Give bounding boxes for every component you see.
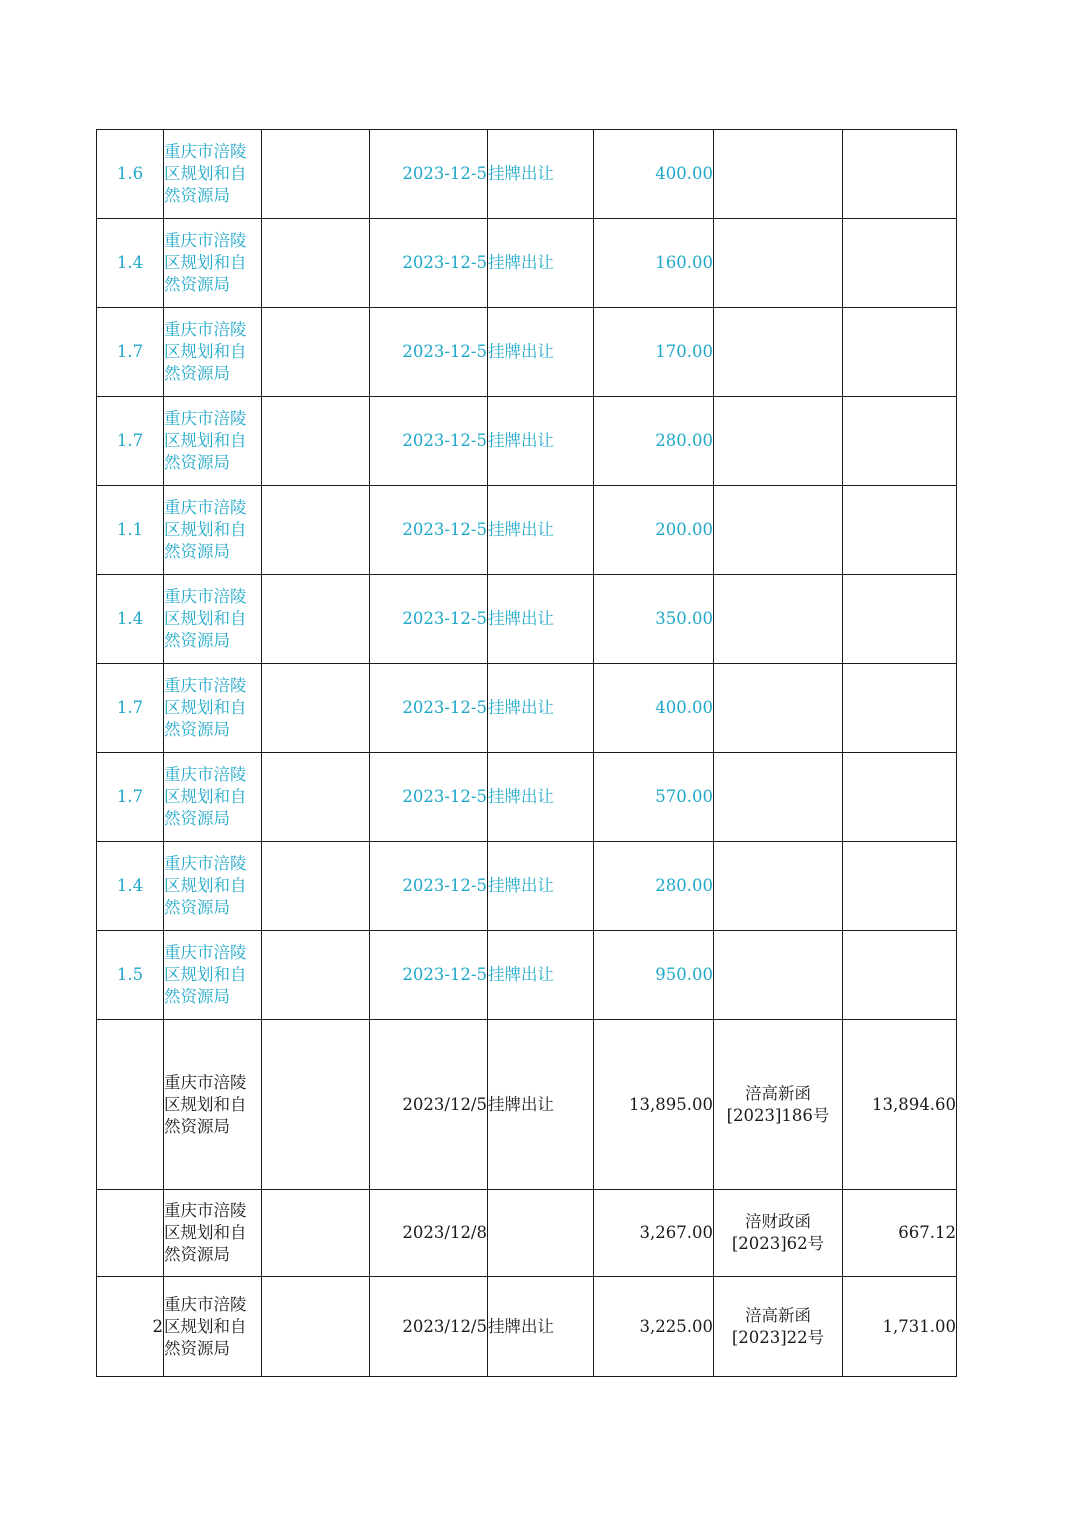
document-cell bbox=[714, 486, 843, 575]
amount-cell: 280.00 bbox=[594, 842, 714, 931]
empty-cell bbox=[262, 664, 370, 753]
department-cell: 重庆市涪陵区规划和自然资源局 bbox=[164, 575, 262, 664]
date-cell: 2023/12/5 bbox=[370, 1020, 488, 1190]
empty-cell bbox=[262, 486, 370, 575]
document-cell bbox=[714, 1277, 843, 1377]
amount-cell: 280.00 bbox=[594, 397, 714, 486]
row-index: 1.5 bbox=[97, 931, 164, 1020]
department-cell: 重庆市涪陵区规划和自然资源局 bbox=[164, 664, 262, 753]
document-number-line1: 涪高新函 bbox=[745, 1083, 811, 1103]
approved-amount-cell bbox=[843, 931, 957, 1020]
method-cell: 挂牌出让 bbox=[488, 1020, 594, 1190]
date-cell: 2023-12-5 bbox=[370, 664, 488, 753]
row-index: 1.7 bbox=[97, 753, 164, 842]
empty-cell bbox=[262, 575, 370, 664]
document-cell bbox=[714, 575, 843, 664]
table-row bbox=[97, 308, 957, 397]
row-index bbox=[97, 1190, 164, 1277]
table-row bbox=[97, 1277, 957, 1377]
document-cell bbox=[714, 931, 843, 1020]
land-transfer-table bbox=[96, 129, 957, 1377]
department-cell: 重庆市涪陵区规划和自然资源局 bbox=[164, 1020, 262, 1190]
department-cell: 重庆市涪陵区规划和自然资源局 bbox=[164, 753, 262, 842]
department-cell: 重庆市涪陵区规划和自然资源局 bbox=[164, 1277, 262, 1377]
document-number-line1: 涪高新函 bbox=[745, 1305, 811, 1325]
method-cell: 挂牌出让 bbox=[488, 931, 594, 1020]
document-number-line2: [2023]186号 bbox=[726, 1105, 830, 1125]
amount-cell: 170.00 bbox=[594, 308, 714, 397]
method-cell: 挂牌出让 bbox=[488, 1277, 594, 1377]
table-row bbox=[97, 130, 957, 219]
row-index: 1.1 bbox=[97, 486, 164, 575]
amount-cell: 160.00 bbox=[594, 219, 714, 308]
empty-cell bbox=[262, 931, 370, 1020]
document-cell bbox=[714, 664, 843, 753]
table-row bbox=[97, 753, 957, 842]
approved-amount-cell bbox=[843, 219, 957, 308]
date-cell: 2023-12-5 bbox=[370, 931, 488, 1020]
empty-cell bbox=[262, 397, 370, 486]
document-cell bbox=[714, 753, 843, 842]
date-cell: 2023/12/8 bbox=[370, 1190, 488, 1277]
method-cell: 挂牌出让 bbox=[488, 308, 594, 397]
approved-amount-cell: 13,894.60 bbox=[843, 1020, 957, 1190]
approved-amount-cell bbox=[843, 130, 957, 219]
method-cell: 挂牌出让 bbox=[488, 753, 594, 842]
method-cell: 挂牌出让 bbox=[488, 842, 594, 931]
amount-cell: 350.00 bbox=[594, 575, 714, 664]
department-cell: 重庆市涪陵区规划和自然资源局 bbox=[164, 486, 262, 575]
method-cell: 挂牌出让 bbox=[488, 130, 594, 219]
row-index: 1.7 bbox=[97, 308, 164, 397]
amount-cell: 400.00 bbox=[594, 664, 714, 753]
empty-cell bbox=[262, 130, 370, 219]
empty-cell bbox=[262, 308, 370, 397]
date-cell: 2023-12-5 bbox=[370, 753, 488, 842]
table-row bbox=[97, 664, 957, 753]
table-row bbox=[97, 575, 957, 664]
amount-cell: 400.00 bbox=[594, 130, 714, 219]
row-index: 1.6 bbox=[97, 130, 164, 219]
document-cell bbox=[714, 842, 843, 931]
approved-amount-cell: 667.12 bbox=[843, 1190, 957, 1277]
row-index: 1.7 bbox=[97, 397, 164, 486]
department-cell: 重庆市涪陵区规划和自然资源局 bbox=[164, 842, 262, 931]
method-cell: 挂牌出让 bbox=[488, 397, 594, 486]
document-number-line2: [2023]22号 bbox=[731, 1327, 825, 1347]
date-cell: 2023-12-5 bbox=[370, 308, 488, 397]
empty-cell bbox=[262, 1020, 370, 1190]
approved-amount-cell bbox=[843, 575, 957, 664]
date-cell: 2023/12/5 bbox=[370, 1277, 488, 1377]
approved-amount-cell bbox=[843, 842, 957, 931]
date-cell: 2023-12-5 bbox=[370, 842, 488, 931]
approved-amount-cell: 1,731.00 bbox=[843, 1277, 957, 1377]
document-cell bbox=[714, 308, 843, 397]
empty-cell bbox=[262, 753, 370, 842]
empty-cell bbox=[262, 219, 370, 308]
approved-amount-cell bbox=[843, 308, 957, 397]
approved-amount-cell bbox=[843, 664, 957, 753]
document-cell bbox=[714, 219, 843, 308]
table-row bbox=[97, 397, 957, 486]
approved-amount-cell bbox=[843, 486, 957, 575]
empty-cell bbox=[262, 1190, 370, 1277]
table-row bbox=[97, 1190, 957, 1277]
empty-cell bbox=[262, 842, 370, 931]
amount-cell: 3,225.00 bbox=[594, 1277, 714, 1377]
date-cell: 2023-12-5 bbox=[370, 219, 488, 308]
amount-cell: 3,267.00 bbox=[594, 1190, 714, 1277]
approved-amount-cell bbox=[843, 753, 957, 842]
department-cell: 重庆市涪陵区规划和自然资源局 bbox=[164, 1190, 262, 1277]
document-cell bbox=[714, 397, 843, 486]
department-cell: 重庆市涪陵区规划和自然资源局 bbox=[164, 308, 262, 397]
row-index: 2 bbox=[97, 1277, 164, 1377]
table-row bbox=[97, 219, 957, 308]
amount-cell: 570.00 bbox=[594, 753, 714, 842]
amount-cell: 13,895.00 bbox=[594, 1020, 714, 1190]
department-cell: 重庆市涪陵区规划和自然资源局 bbox=[164, 397, 262, 486]
row-index: 1.4 bbox=[97, 842, 164, 931]
empty-cell bbox=[262, 1277, 370, 1377]
document-number-line2: [2023]62号 bbox=[731, 1234, 825, 1253]
table-row bbox=[97, 486, 957, 575]
method-cell: 挂牌出让 bbox=[488, 486, 594, 575]
department-cell: 重庆市涪陵区规划和自然资源局 bbox=[164, 130, 262, 219]
method-cell: 挂牌出让 bbox=[488, 664, 594, 753]
approved-amount-cell bbox=[843, 397, 957, 486]
date-cell: 2023-12-5 bbox=[370, 575, 488, 664]
method-cell: 挂牌出让 bbox=[488, 575, 594, 664]
amount-cell: 200.00 bbox=[594, 486, 714, 575]
row-index: 1.4 bbox=[97, 575, 164, 664]
row-index: 1.4 bbox=[97, 219, 164, 308]
row-index: 1.7 bbox=[97, 664, 164, 753]
method-cell: 挂牌出让 bbox=[488, 219, 594, 308]
document-number-line1: 涪财政函 bbox=[745, 1212, 811, 1231]
table-row bbox=[97, 842, 957, 931]
document-cell bbox=[714, 1190, 843, 1277]
amount-cell: 950.00 bbox=[594, 931, 714, 1020]
date-cell: 2023-12-5 bbox=[370, 486, 488, 575]
department-cell: 重庆市涪陵区规划和自然资源局 bbox=[164, 931, 262, 1020]
document-cell bbox=[714, 130, 843, 219]
row-index bbox=[97, 1020, 164, 1190]
document-cell bbox=[714, 1020, 843, 1190]
department-cell: 重庆市涪陵区规划和自然资源局 bbox=[164, 219, 262, 308]
method-cell bbox=[488, 1190, 594, 1277]
table-row bbox=[97, 1020, 957, 1190]
date-cell: 2023-12-5 bbox=[370, 130, 488, 219]
date-cell: 2023-12-5 bbox=[370, 397, 488, 486]
table-row bbox=[97, 931, 957, 1020]
